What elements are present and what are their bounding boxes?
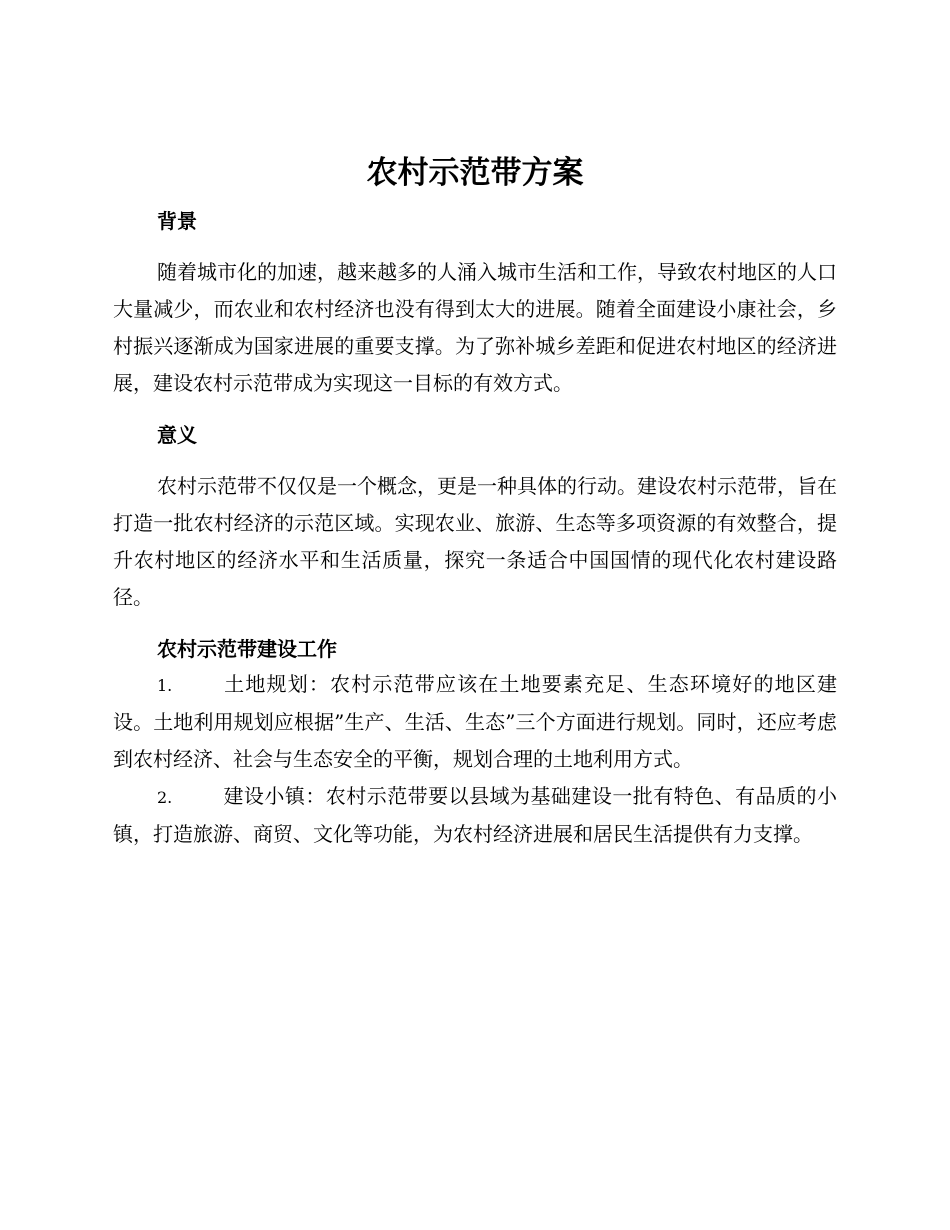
list-item-text: 建设小镇：农村示范带要以县域为基础建设一批有特色、有品质的小镇，打造旅游、商贸、文化等功能，为农村经济进展和居民生活提供有力支撑。: [113, 784, 837, 846]
list-item-number: 1.: [157, 676, 173, 695]
section-heading-construction-work: 农村示范带建设工作: [157, 637, 337, 661]
list-item: [113, 666, 837, 778]
list-item-number: 2.: [157, 788, 173, 807]
background-paragraph: 随着城市化的加速，越来越多的人涌入城市生活和工作，导致农村地区的人口大量减少，而农业和农村经济也没有得到太大的进展。随着全面建设小康社会，乡村振兴逐渐成为国家进展的重要支撑。为了弥补城乡差距和促进农村地区的经济进展，建设农村示范带成为实现这一目标的有效方式。: [113, 260, 837, 395]
section-heading-background: 背景: [157, 209, 197, 233]
section-heading-significance: 意义: [157, 423, 197, 447]
significance-paragraph: 农村示范带不仅仅是一个概念，更是一种具体的行动。建设农村示范带，旨在打造一批农村经济的示范区域。实现农业、旅游、生态等多项资源的有效整合，提升农村地区的经济水平和生活质量，探究一条适合中国国情的现代化农村建设路径。: [113, 474, 837, 609]
document-title: 农村示范带方案: [366, 155, 584, 191]
document-body: [113, 204, 837, 853]
list-item-text: 土地规划：农村示范带应该在土地要素充足、生态环境好的地区建设。土地利用规划应根据”生产、生活、生态”三个方面进行规划。同时，还应考虑到农村经济、社会与生态安全的平衡，规划合理的土地利用方式。: [113, 672, 837, 771]
list-item: [113, 778, 837, 853]
